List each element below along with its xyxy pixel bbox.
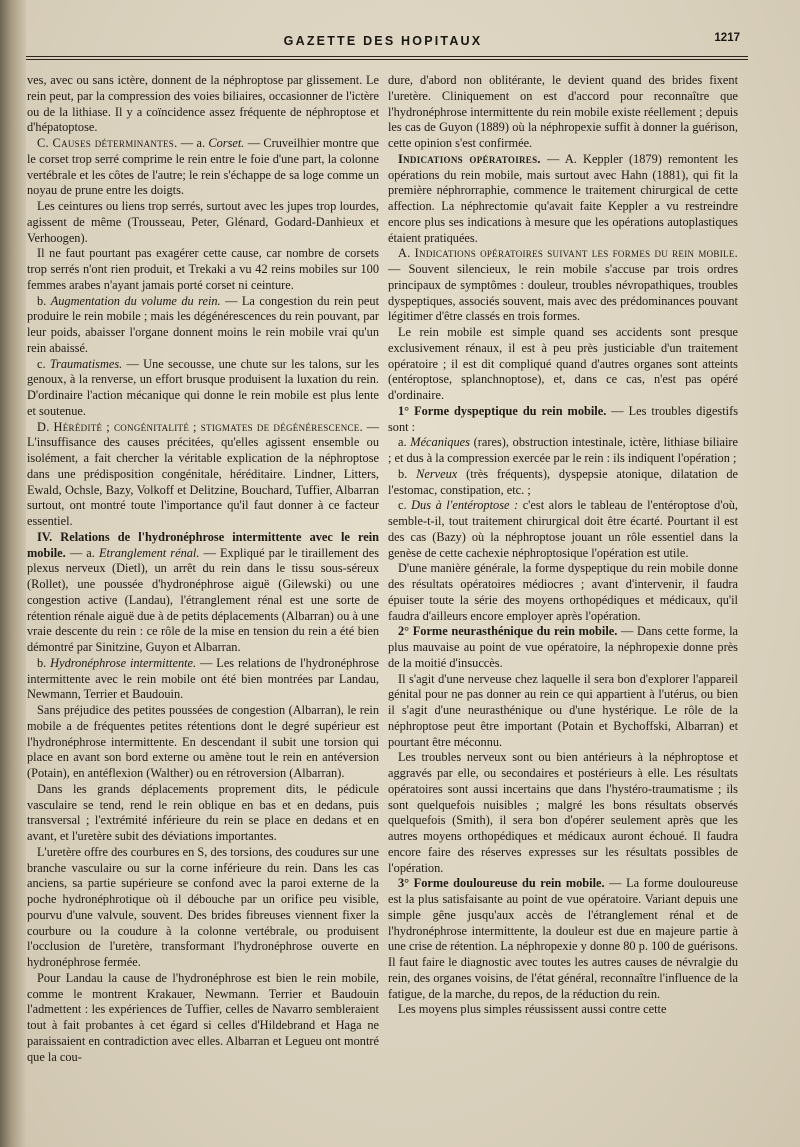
- paragraph: 2° Forme neurasthénique du rein mobile. — Dans cette forme, la plus mauvaise au point de vue opératoire, la néphropexie donne près de la moitié d'insuccès.: [388, 624, 738, 670]
- page-number: 1217: [714, 32, 740, 44]
- paragraph: D. Hérédité ; congénitalité ; stigmates de dégénérescence. — L'insuffisance des causes précitées, qu'elles agissent ensemble ou isolément, a fait chercher la véritable explication de la néphroptose dans une prédisposition congénitale, héréditaire. Lindner, Litters, Ewald, Ochsle, Bazy, Volkoff et Delitzine, Bouchard, Tuffier, Albarran surtout, ont montré toute l'importance qu'il faut donner à ce facteur essentiel.: [27, 419, 379, 528]
- section-heading: 1° Forme dyspeptique du rein mobile.: [398, 403, 607, 418]
- page-binding-shadow: [0, 0, 26, 1147]
- paragraph: b. Nerveux (très fréquents), dyspepsie atonique, dilatation de l'estomac, constipation, etc. ;: [388, 466, 738, 497]
- section-heading: IV. Relations de l'hydronéphrose intermittente avec le rein mobile.: [27, 529, 379, 560]
- paragraph: Les ceintures ou liens trop serrés, surtout avec les jupes trop lourdes, agissent de même (Trousseau, Peter, Glénard, Godard-Danhieux et Verhoogen).: [27, 199, 379, 245]
- section-heading: C. Causes déterminantes.: [37, 136, 178, 150]
- paragraph: D'une manière générale, la forme dyspeptique du rein mobile donne des résultats opératoires médiocres ; avant d'intervenir, il faudra épuiser toute la série des moyens orthopédiques et médicaux, qu'il faudra d'ailleurs encore employer après l'opération.: [388, 561, 738, 623]
- paragraph: A. Indications opératoires suivant les formes du rein mobile. — Souvent silencieux, le rein mobile s'accuse par trois ordres principaux de symptômes : douleur, troubles névropathiques, troubles dyspeptiques, associés souvent, mais avec des prédominances pouvant légitimer d'être classés en trois formes.: [388, 246, 738, 324]
- paragraph: ves, avec ou sans ictère, donnent de la néphroptose par glissement. Le rein peut, par la compression des voies biliaires, occasionner de l'ictère ou de la lithiase. Il y a coïncidence assez fréquente de néphroptose et d'hépatoptose.: [27, 73, 379, 135]
- paragraph: Les moyens plus simples réussissent aussi contre cette: [398, 1002, 667, 1017]
- paragraph: L'uretère offre des courbures en S, des torsions, des coudures sur une branche vasculaire ou sur la corne inférieure du rein. Dans les cas anciens, sa partie supérieure se confond avec la paroi externe de la poche hydronéphrotique où il débouche par un orifice peu visible, pourvu d'une valvule, souvent. Des brides fibreuses viennent fixer la courbure ou la coudure à la colonne vertébrale, ou produisent l'occlusion de l'uretère, transformant l'hydronéphrose ouverte en hydronéphrose fermée.: [27, 844, 379, 969]
- header-rule: [26, 56, 748, 60]
- section-heading: 2° Forme neurasthénique du rein mobile.: [398, 624, 618, 639]
- paragraph: dure, d'abord non oblitérante, le devient quand des brides fixent l'uretère. Cliniquement on est d'accord pour reconnaître que l'hydronéphrose intermittente du rein mobile existe réellement ; depuis les cas de Guyon (1889) où la néphropexie suffit à donner la guérison, cette opinion s'est confirmée.: [388, 73, 738, 150]
- paragraph: Sans préjudice des petites poussées de congestion (Albarran), le rein mobile a de fréquentes petites rétentions dont le degré supérieur est l'hydronéphrose intermittente. En descendant il subit une torsion qui place en avant son bord externe ou amène tout le rein en antéversion (Potain), en antéflexion (Walther) ou en rétroversion (Albarran).: [27, 703, 379, 780]
- paragraph: 1° Forme dyspeptique du rein mobile. — Les troubles digestifs sont :: [388, 403, 739, 434]
- page-header: [26, 32, 740, 52]
- paragraph: c. Dus à l'entéroptose : c'est alors le tableau de l'entéroptose d'où, semble-t-il, tout traitement chirurgical doit être écarté. Pourtant il est des cas (Bazy) où la néphroptose jouant un rôle essentiel dans la genèse de cette cachexie néphroptosique l'opération est utile.: [388, 498, 738, 560]
- paragraph: Indications opératoires. — A. Keppler (1879) remontent les opérations du rein mobile, mais surtout avec Hahn (1881), qui fit la première néphrorraphie, commence le traitement chirurgical de cette affection. La néphrectomie qu'avait faite Keppler a vu restreindre encore plus ses indications à mesure que les opérations autoplastiques étaient pratiquées.: [388, 151, 739, 245]
- running-title: GAZETTE DES HOPITAUX: [283, 34, 483, 48]
- paragraph: a. Mécaniques (rares), obstruction intestinale, ictère, lithiase biliaire ; et dus à la compression exercée par le rein : ils indiquent l'opération ;: [388, 435, 739, 465]
- paragraph: Il s'agit d'une nerveuse chez laquelle il sera bon d'explorer l'appareil génital pour ne pas donner au rein ce qui appartient à l'utérus, ou bien il s'agit d'une neurasthénique ou d'une hystérique. Le rôle de la néphroptose peut être important (Potain et Bychoffski, Albarran) et pourtant être méconnu.: [388, 671, 738, 749]
- section-heading: A. Indications opératoires suivant les formes du rein mobile.: [398, 246, 738, 261]
- paragraph: Il ne faut pourtant pas exagérer cette cause, car nombre de corsets trop serrés n'ont rien produit, et Trekaki a vu 42 reins mobiles sur 100 femmes arabes n'ayant jamais porté corset ni ceinture.: [27, 246, 379, 292]
- section-heading: Indications opératoires.: [398, 151, 541, 166]
- section-heading: 3° Forme douloureuse du rein mobile.: [398, 876, 605, 891]
- paragraph: Les troubles nerveux sont ou bien antérieurs à la néphroptose et aggravés par elle, ou secondaires et postérieurs à elle. Les résultats opératoires sont aussi incertains que dans l'hystéro-traumatisme ; ils sont quelquefois nuisibles ; malgré les bons résultats observés quelquefois (Smith), il sera bon d'opérer seulement après que les autres moyens orthopédiques et médicaux auront échoué. Il faudra encore faire des réserves expresses sur les résultats possibles de l'opération.: [388, 750, 738, 875]
- left-column: [27, 73, 379, 1065]
- paragraph: b. Augmentation du volume du rein. — La congestion du rein peut produire le rein mobile ; mais les dégénérescences du rein pouvant, par leur poids, abaisser l'organe donnent moins le rein mobile vrai qu'un rein abaissé.: [27, 293, 379, 355]
- paragraph: b. Hydronéphrose intermittente. — Les relations de l'hydronéphrose intermittente avec le rein mobile ont été bien montrées par Landau, Newmann, Terrier et Baudouin.: [27, 655, 380, 702]
- paragraph: Le rein mobile est simple quand ses accidents sont presque exclusivement rénaux, il est à peu près justiciable d'un traitement opératoire ; il est dit compliqué quand d'autres organes sont atteints (entéroptose, splanchnoptose), et, dans ce cas, n'est pas opéré d'ordinaire.: [388, 325, 738, 402]
- paragraph: 3° Forme douloureuse du rein mobile. — La forme douloureuse est la plus satisfaisante au point de vue opératoire. Variant depuis une simple gêne jusqu'aux accès de l'étranglement rénal et de l'hydronéphrose intermittente, la douleur est due en majeure partie à une crise de rétention. La néphropexie y donne 80 p. 100 de guérisons. Il faut faire le diagnostic avec toutes les autres causes de névralgie du rein, des organes voisins, de l'état général, reconnaître l'influence de la fatigue, de la marche, du repos, de la réduction du rein.: [388, 876, 739, 1001]
- paragraph: C. Causes déterminantes. — a. Corset. — Cruveilhier montre que le corset trop serré comprime le rein entre le foie d'une part, la colonne vertébrale et les côtes de l'autre; le rein s'échappe de sa loge comme un noyau de prune entre les doigts.: [27, 136, 379, 198]
- section-heading: D. Hérédité ; congénitalité ; stigmates de dégénérescence.: [37, 419, 363, 434]
- paragraph: Pour Landau la cause de l'hydronéphrose est bien le rein mobile, comme le montrent Krakauer, Newmann. Terrier et Baudouin l'admettent : les expériences de Tuffier, celles de Navarro sembleraient tout à fait probantes à cet égard si celles d'Hildebrand et Haga ne paraissaient en contradiction avec elles. Albarran et Legueu ont montré que la cou-: [27, 970, 379, 1064]
- paragraph: IV. Relations de l'hydronéphrose intermittente avec le rein mobile. — a. Etranglement rénal. — Expliqué par le tiraillement des plexus nerveux (Dietl), un arrêt du rein dans le tissu sous-séreux (Rollet), une poussée d'hydronéphrose aiguë (Gilewski) ou une congestion active (Landau), l'étranglement rénal est une sorte de rétention rénale aiguë due à de petits déplacements (Albarran) ou à une vraie descente du rein : ce rôle de la mise en tension du rein a été bien démontré par Sinitzine, Guyon et Albarran.: [27, 529, 380, 654]
- right-column: [388, 73, 738, 1018]
- paragraph: c. Traumatismes. — Une secousse, une chute sur les talons, sur les genoux, à la renverse, un effort brusque produisent la luxation du rein. D'ordinaire l'action mécanique qui donne le rein mobile est plus lente et soutenue.: [27, 356, 380, 418]
- paragraph: Dans les grands déplacements proprement dits, le pédicule vasculaire se tend, rend le rein oblique en bas et en dedans, puis transversal ; l'extrémité inférieure du rein se place en dedans et en avant, et l'uretère subit des déviations importantes.: [27, 781, 379, 843]
